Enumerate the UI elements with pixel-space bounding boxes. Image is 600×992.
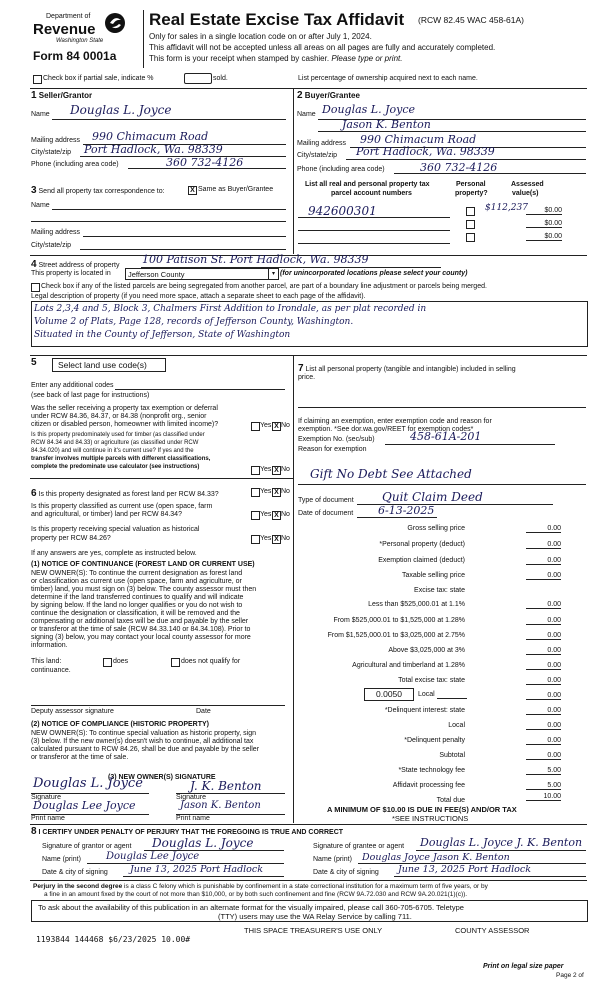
grantee-name[interactable]: Douglas Joyce Jason K. Benton [362, 852, 510, 863]
fee-label-tech: *State technology fee [398, 767, 465, 774]
assessed-value-1[interactable]: $0.00 [526, 207, 562, 215]
grantor-signature[interactable]: Douglas L. Joyce [152, 836, 254, 850]
cashier-stamp: 1193844 144468 $6/23/2025 10.00# [36, 935, 191, 944]
fee-label-tier1: Less than $525,000.01 at 1.1% [368, 601, 465, 608]
land-use-placeholder: Select land use code(s) [58, 360, 147, 370]
see-instructions: *SEE INSTRUCTIONS [392, 814, 469, 823]
buyer-phone[interactable]: 360 732-4126 [420, 161, 498, 174]
fee-label-taxable: Taxable selling price [401, 572, 465, 579]
perjury-line-1: Perjury in the second degree is a class C felony which is punishable by confinement in a state correctional institution for a maximum term of five years, or by [33, 883, 488, 890]
assessed-header-b: value(s) [512, 190, 539, 197]
s3-addr-line [83, 236, 286, 237]
q-historic-b: property per RCW 84.26? [31, 535, 111, 542]
q-exempt-a: Was the seller receiving a property tax exemption or deferral [31, 405, 218, 412]
legal-desc-line-2: Volume 2 of Plats, Page 128, records of Jefferson County, Washington. [34, 317, 354, 327]
does-not-qualify-checkbox[interactable] [171, 658, 180, 667]
s7-line [298, 407, 586, 408]
q-current-use-yes-checkbox[interactable] [251, 511, 260, 520]
s3-name2-line [31, 221, 286, 222]
fee-label-delinq-local: Local [448, 722, 465, 729]
assessed-header-a: Assessed [511, 181, 544, 188]
q-current-use-b: and agricultural, or timber) land per RCW 84.34? [31, 511, 182, 518]
grantee-sig-label: Signature of grantee or agent [313, 843, 405, 850]
fee-value-agri[interactable]: 0.00 [526, 662, 561, 670]
legal-desc-label: Legal description of property (if you need more space, attach a separate sheet to each page of the affidavit). [31, 293, 366, 300]
s3-addr-label: Mailing address [31, 229, 81, 236]
q-historic-yes-label: Yes [260, 535, 272, 542]
located-label: This property is located in [31, 270, 111, 277]
s3-city-label: City/state/zip [31, 242, 72, 249]
fee-value-penalty[interactable]: 0.00 [526, 737, 561, 745]
partial-sold-label: sold. [213, 75, 228, 82]
form-rcw: (RCW 82.45 WAC 458-61A) [418, 15, 524, 25]
seller-heading: 1 Seller/Grantor [31, 90, 93, 101]
segregated-label: Check box if any of the listed parcels are being segregated from another parcel, are part of a boundary line adjustment or parcels being merged. [41, 283, 487, 290]
fee-value-tier2[interactable]: 0.00 [526, 617, 561, 625]
mid-divider-top [293, 88, 294, 254]
does-qualify-checkbox[interactable] [103, 658, 112, 667]
q-timber-no-label: No [281, 466, 290, 473]
q-forest-yes-checkbox[interactable] [251, 488, 260, 497]
fee-value-total-due[interactable]: 10.00 [526, 793, 561, 801]
grantor-sig-label: Signature of grantor or agent [42, 843, 132, 850]
buyer-addr[interactable]: 990 Chimacum Road [360, 133, 477, 146]
add-codes-label: Enter any additional codes [31, 382, 114, 389]
fee-value-taxable[interactable]: 0.00 [526, 572, 561, 580]
doc-type-label: Type of document [298, 497, 354, 504]
q-historic-no-checkbox[interactable]: X [272, 535, 281, 544]
q-historic-a: Is this property receiving special valuation as historical [31, 526, 200, 533]
add-codes-line [115, 389, 285, 390]
rule-s8 [30, 824, 587, 825]
legal-size-note: Print on legal size paper [483, 963, 564, 970]
continuance-label: continuance. [31, 667, 71, 674]
owner-signature-2[interactable]: J. K. Benton [190, 779, 262, 793]
fee-value-tier4[interactable]: 0.00 [526, 647, 561, 655]
mid-divider-mid [293, 355, 294, 823]
new-owner-sig-title: (3) NEW OWNER(S) SIGNATURE [108, 774, 216, 781]
county-select[interactable] [125, 268, 279, 280]
ownership-pct-note: List percentage of ownership acquired next to each name. [298, 75, 478, 82]
form-number: Form 84 0001a [33, 49, 117, 63]
grantee-date-line [394, 876, 586, 877]
add-codes-note: (see back of last page for instructions) [31, 392, 150, 399]
parcel-number-1[interactable]: 942600301 [308, 204, 377, 218]
doc-date-label: Date of document [298, 510, 354, 517]
fee-value-tier1[interactable]: 0.00 [526, 601, 561, 609]
notice1-l2: or classification as current use (open space, farm and agriculture, or [31, 578, 242, 585]
fee-value-delinq-state[interactable]: 0.00 [526, 707, 561, 715]
owner-sig1-label: Signature [31, 794, 61, 801]
notice1-l7: compensating or additional taxes will be due and payable by the seller [31, 618, 249, 625]
buyer-city[interactable]: Port Hadlock, Wa. 98339 [356, 145, 495, 158]
grantor-date-line [123, 876, 284, 877]
parcel-line-2 [298, 230, 450, 231]
personal-header-b: property? [455, 190, 488, 197]
fee-label-tier2: From $525,000.01 to $1,525,000 at 1.28% [333, 617, 465, 624]
grantee-date-label: Date & city of signing [313, 869, 379, 876]
assessed-value-2[interactable]: $0.00 [526, 220, 562, 228]
fee-value-gross[interactable]: 0.00 [526, 525, 561, 533]
notice1-l9: signing (3) below, you may contact your local county assessor for more [31, 634, 251, 641]
notice1-l6: continue the designation or classification, it will be removed and the [31, 610, 240, 617]
county-value: Jefferson County [128, 270, 185, 279]
assessed-value-3[interactable]: $0.00 [526, 233, 562, 241]
notice2-l4: or transferor at the time of sale. [31, 754, 129, 761]
buyer-name-2[interactable]: Jason K. Benton [342, 118, 431, 131]
grantee-name-label: Name (print) [313, 856, 352, 863]
personal-header-a: Personal [456, 181, 486, 188]
parcel-line-3 [298, 243, 450, 244]
seller-addr[interactable]: 990 Chimacum Road [92, 130, 209, 143]
grantor-date[interactable]: June 13, 2025 Port Hadlock [130, 864, 263, 875]
s7-label-b: price. [298, 374, 316, 381]
deputy-label: Deputy assessor signature [31, 708, 114, 715]
buyer-addr-label: Mailing address [297, 140, 347, 147]
q-exempt-yes-checkbox[interactable] [251, 422, 260, 431]
header-line2: This affidavit will not be accepted unless all areas on all pages are fully and accurately completed. [149, 43, 496, 52]
q-historic-no-label: No [281, 535, 290, 542]
buyer-name-1[interactable]: Douglas L. Joyce [322, 103, 416, 116]
rule-perjury [30, 880, 587, 881]
county-assessor-label: COUNTY ASSESSOR [455, 926, 530, 935]
section3-label: 3 Send all property tax correspondence to: [31, 185, 165, 196]
personal-checkbox-2[interactable] [466, 220, 475, 229]
q-timber-b: RCW 84.34 and 84.33) or agriculture (as classified under RCW [31, 440, 199, 446]
notice1-l5: by signing below. If the land no longer qualifies or you do not wish to [31, 602, 243, 609]
owner-sig2-label: Signature [176, 794, 206, 801]
seller-name[interactable]: Douglas L. Joyce [70, 103, 172, 117]
buyer-name2-line [318, 131, 586, 132]
parcel-header-b: parcel account numbers [331, 190, 412, 197]
q-forest-yes-label: Yes [260, 488, 272, 495]
local-rate-field[interactable]: 0.0050 [364, 688, 414, 701]
fee-label-exemption: Exemption claimed (deduct) [378, 557, 465, 564]
fee-value-tier3[interactable]: 0.00 [526, 632, 561, 640]
q-current-use-yes-label: Yes [260, 511, 272, 518]
rule-top [30, 88, 587, 89]
grantee-signature[interactable]: Douglas L. Joyce J. K. Benton [420, 836, 583, 849]
fee-label-gross: Gross selling price [407, 525, 465, 532]
partial-sale-checkbox[interactable] [33, 75, 42, 84]
legal-desc-line-3: Situated in the County of Jefferson, State of Washington [34, 330, 291, 340]
instructed-note: If any answers are yes, complete as instructed below. [31, 550, 197, 557]
deputy-date-label: Date [196, 708, 211, 715]
q-timber-yes-checkbox[interactable] [251, 466, 260, 475]
q-exempt-c: citizen or disabled person, homeowner with limited income)? [31, 421, 219, 428]
q-timber-d: transfer involves multiple parcels with different classifications, [31, 456, 211, 462]
fee-value-total-excise[interactable]: 0.00 [526, 677, 561, 685]
fee-label-affidavit: Affidavit processing fee [392, 782, 465, 789]
does-not-qualify-label: does not qualify for [181, 658, 241, 665]
accessibility-line-1: To ask about the availability of this publication in an alternate format for the visually impaired, please call 360-705-6705. Teletype [38, 903, 464, 912]
notice1-l4: determine if the land transferred continues to qualify and will indicate [31, 594, 244, 601]
partial-pct-field[interactable] [184, 73, 212, 84]
dor-logo-icon [104, 12, 126, 34]
fee-label-personal: *Personal property (deduct) [379, 541, 465, 548]
owner-print-2[interactable]: Jason K. Benton [180, 800, 261, 811]
q-exempt-no-label: No [281, 422, 290, 429]
fee-label-local: Local [418, 691, 435, 698]
q-exempt-b: under RCW 84.36, 84.37, or 84.38 (nonprofit org., senior [31, 413, 207, 420]
minimum-due-note: A MINIMUM OF $10.00 IS DUE IN FEE(S) AND/OR TAX [327, 805, 517, 814]
perjury-line-2: a fine in an amount fixed by the court of not more than $10,000, or by both such confinement and fine (RCW 9A.72.030 and RCW 9A.20.021(1)(c)). [44, 891, 468, 898]
fee-value-personal[interactable]: 0.00 [526, 541, 561, 549]
fee-label-tier4: Above $3,025,000 at 3% [388, 647, 465, 654]
fee-label-tier3: From $1,525,000.01 to $3,025,000 at 2.75% [327, 632, 465, 639]
rule-s5 [30, 355, 587, 356]
personal-checkbox-3[interactable] [466, 233, 475, 242]
buyer-heading: 2 Buyer/Grantee [297, 90, 360, 101]
form-title: Real Estate Excise Tax Affidavit [149, 10, 405, 29]
segregated-checkbox[interactable] [31, 283, 40, 292]
reason-value[interactable]: Gift No Debt See Attached [310, 467, 472, 481]
street-label: 4 Street address of property [31, 259, 120, 270]
notice2-title: (2) NOTICE OF COMPLIANCE (HISTORIC PROPERTY) [31, 721, 209, 728]
header-line1: Only for sales in a single location code on or after July 1, 2024. [149, 32, 372, 41]
chevron-down-icon: ▾ [268, 269, 278, 279]
street-address[interactable]: 100 Patison St. Port Hadlock, Wa. 98339 [142, 253, 369, 266]
owner-print-1[interactable]: Douglas Lee Joyce [33, 799, 136, 812]
q-forest: 6 Is this property designated as forest land per RCW 84.33? [31, 488, 219, 499]
assessed-value-handwritten: $112,237 [485, 203, 528, 213]
section5-num: 5 [31, 357, 37, 368]
local-line [437, 698, 467, 699]
grantor-name-label: Name (print) [42, 856, 81, 863]
agency-logo-text: Revenue [33, 21, 96, 38]
seller-name-label: Name [31, 111, 50, 118]
s3-name-line [52, 209, 286, 210]
notice2-l3: calculated pursuant to RCW 84.26, shall be due and payable by the seller [31, 746, 260, 753]
fee-label-excise-state: Excise tax: state [414, 587, 465, 594]
fee-value-subtotal[interactable]: 0.00 [526, 752, 561, 760]
fee-label-penalty: *Delinquent penalty [404, 737, 465, 744]
q-exempt-no-checkbox[interactable]: X [272, 422, 281, 431]
q-timber-e: complete the predominate use calculator (see instructions) [31, 464, 200, 470]
grantee-date[interactable]: June 13, 2025 Port Hadlock [398, 864, 531, 875]
notice2-l1: NEW OWNER(S): To continue special valuation as historic property, sign [31, 730, 256, 737]
fee-value-tech[interactable]: 5.00 [526, 767, 561, 775]
exempt-no-line [385, 444, 555, 445]
q-current-use-no-label: No [281, 511, 290, 518]
fee-label-total-due: Total due [436, 797, 465, 804]
grantor-name[interactable]: Douglas Lee Joyce [106, 851, 200, 862]
notice1-title: (1) NOTICE OF CONTINUANCE (FOREST LAND OR CURRENT USE) [31, 561, 255, 568]
q-current-use-no-checkbox[interactable]: X [272, 511, 281, 520]
q-forest-no-label: No [281, 488, 290, 495]
owner-signature-1[interactable]: Douglas L. Joyce [33, 776, 143, 791]
seller-city[interactable]: Port Hadlock, Wa. 98339 [84, 143, 223, 156]
fee-value-local[interactable]: 0.00 [526, 692, 561, 700]
page-number: Page 2 of [556, 972, 584, 979]
notice2-l2: (3) below. If the new owner(s) doesn't wish to continue, all additional tax [31, 738, 254, 745]
rule-s6 [30, 478, 293, 479]
q-timber-a: Is this property predominately used for timber (as classified under [31, 432, 205, 438]
seller-phone-label: Phone (including area code) [31, 161, 119, 168]
header-line3: This form is your receipt when stamped by cashier. Please type or print. [149, 54, 403, 63]
fee-label-total-excise: Total excise tax: state [398, 677, 465, 684]
s3-city-line [80, 249, 286, 250]
q-exempt-yes-label: Yes [260, 422, 272, 429]
accessibility-box [31, 900, 588, 922]
seller-city-label: City/state/zip [31, 149, 72, 156]
buyer-name-label: Name [297, 111, 316, 118]
notice1-l8: or transferor at the time of sale (RCW 84.33.140 or 84.34.108). Prior to [31, 626, 251, 633]
q-current-use-a: Is this property classified as current use (open space, farm [31, 503, 213, 510]
doc-date-line [357, 517, 437, 518]
grantee-sig-line [416, 850, 586, 851]
s7-label-a: 7 List all personal property (tangible and intangible) included in selling [298, 363, 516, 374]
land-use-select[interactable] [52, 358, 166, 372]
state-label: Washington State [56, 38, 104, 44]
doc-date-value[interactable]: 6-13-2025 [378, 504, 435, 517]
doc-type-value[interactable]: Quit Claim Deed [382, 490, 483, 504]
q-timber-c: 84.34.020) and will continue in it's current use? If yes and the [31, 448, 194, 454]
q-forest-no-checkbox[interactable]: X [272, 488, 281, 497]
partial-sale-label: Check box if partial sale, indicate % [43, 75, 154, 82]
accessibility-line-2: (TTY) users may use the WA Relay Service by calling 711. [218, 912, 412, 921]
exempt-note-a: If claiming an exemption, enter exemption code and reason for [298, 418, 492, 425]
fee-value-affidavit[interactable]: 5.00 [526, 782, 561, 790]
does-qualify-label: does [113, 658, 129, 665]
county-note: (for unincorporated locations please select your county) [280, 270, 468, 277]
exempt-no-label: Exemption No. (sec/sub) [298, 436, 375, 443]
buyer-city-line [346, 159, 586, 160]
personal-checkbox-1[interactable] [466, 207, 475, 216]
fee-label-agri: Agricultural and timberland at 1.28% [352, 662, 465, 669]
deputy-line [31, 705, 285, 706]
exempt-note-b: exemption. *See dor.wa.gov/REET for exemption codes* [298, 426, 474, 433]
fee-value-delinq-local[interactable]: 0.00 [526, 722, 561, 730]
header-divider [143, 10, 144, 68]
seller-addr-label: Mailing address [31, 137, 81, 144]
buyer-phone-label: Phone (including area code) [297, 166, 385, 173]
treasurer-use-label: THIS SPACE TREASURER'S USE ONLY [244, 926, 383, 935]
owner-print1-label: Print name [31, 815, 65, 822]
owner-print2-label: Print name [176, 815, 210, 822]
q-historic-yes-checkbox[interactable] [251, 535, 260, 544]
legal-desc-line-1: Lots 2,3,4 and 5, Block 3, Chalmers First Addition to Irondale, as per plat recorded in [34, 304, 427, 314]
buyer-city-label: City/state/zip [297, 152, 338, 159]
q-timber-no-checkbox[interactable]: X [272, 466, 281, 475]
q-timber-yes-label: Yes [260, 466, 272, 473]
seller-name-line [52, 119, 286, 120]
seller-phone[interactable]: 360 732-4126 [166, 156, 244, 169]
legal-desc-box[interactable] [31, 301, 588, 347]
reason-line-1 [298, 484, 586, 485]
notice1-l3: timber) land, you must sign on (3) below. The county assessor must then [31, 586, 257, 593]
fee-label-delinq-state: *Delinquent interest: state [384, 707, 465, 714]
parcel-header-a: List all real and personal property tax [305, 181, 430, 188]
same-as-buyer-checkbox[interactable]: X [188, 186, 197, 195]
grantor-date-label: Date & city of signing [42, 869, 108, 876]
notice1-l1: NEW OWNER(S): To continue the current designation as forest land [31, 570, 243, 577]
fee-value-exemption[interactable]: 0.00 [526, 557, 561, 565]
this-land-label: This land: [31, 658, 62, 665]
dept-label: Department of [46, 13, 91, 20]
same-as-buyer-label: Same as Buyer/Grantee [198, 186, 274, 193]
fee-label-subtotal: Subtotal [439, 752, 465, 759]
certify-heading: 8 I CERTIFY UNDER PENALTY OF PERJURY THAT THE FOREGOING IS TRUE AND CORRECT [31, 826, 344, 837]
notice1-l10: information. [31, 642, 68, 649]
reason-label: Reason for exemption [298, 446, 367, 453]
exempt-no-value[interactable]: 458-61A-201 [410, 430, 482, 443]
s3-name-label: Name [31, 202, 50, 209]
